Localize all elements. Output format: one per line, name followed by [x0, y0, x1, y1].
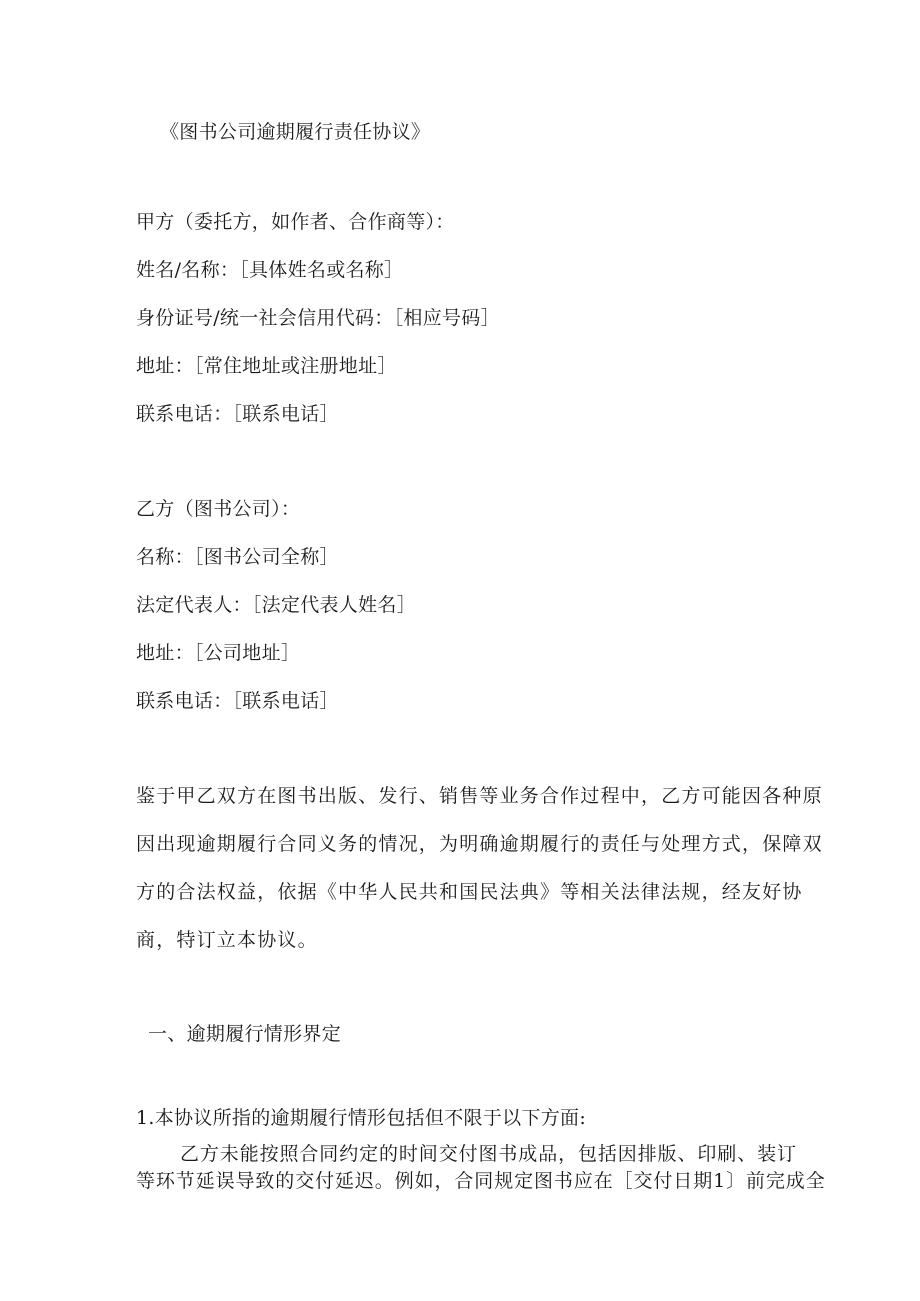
party-a-address-field: 地址：［常住地址或注册地址］: [136, 355, 397, 377]
party-a-id-field: 身份证号/统一社会信用代码：［相应号码］: [136, 307, 500, 329]
party-a-heading: 甲方（委托方，如作者、合作商等）：: [136, 211, 455, 233]
intro-paragraph-line: 商，特订立本协议。: [136, 929, 318, 951]
clause-1-body-line: 乙方未能按照合同约定的时间交付图书成品，包括因排版、印刷、装订: [180, 1143, 797, 1165]
section-heading: 一、逾期履行情形界定: [148, 1023, 342, 1045]
clause-1-heading: 1.本协议所指的逾期履行情形包括但不限于以下方面:: [136, 1107, 587, 1129]
party-b-name-field: 名称：［图书公司全称］: [136, 546, 339, 568]
party-b-heading: 乙方（图书公司）：: [136, 498, 301, 520]
party-a-phone-field: 联系电话：［联系电话］: [136, 403, 339, 425]
party-b-address-field: 地址：［公司地址］: [136, 642, 301, 664]
party-a-name-field: 姓名/名称：［具体姓名或名称］: [136, 259, 404, 281]
intro-paragraph-line: 方的合法权益，依据《中华人民共和国民法典》等相关法律法规，经友好协: [136, 881, 803, 903]
intro-paragraph-line: 鉴于甲乙双方在图书出版、发行、销售等业务合作过程中，乙方可能因各种原: [136, 785, 823, 807]
intro-paragraph-line: 因出现逾期履行合同义务的情况，为明确逾期履行的责任与处理方式，保障双: [136, 833, 823, 855]
party-b-phone-field: 联系电话：［联系电话］: [136, 690, 339, 712]
document-title: 《图书公司逾期履行责任协议》: [160, 121, 431, 143]
party-b-representative-field: 法定代表人：［法定代表人姓名］: [136, 594, 417, 616]
clause-1-body-line: 等环节延误导致的交付延迟。例如，合同规定图书应在［交付日期1〕前完成全: [136, 1170, 826, 1192]
